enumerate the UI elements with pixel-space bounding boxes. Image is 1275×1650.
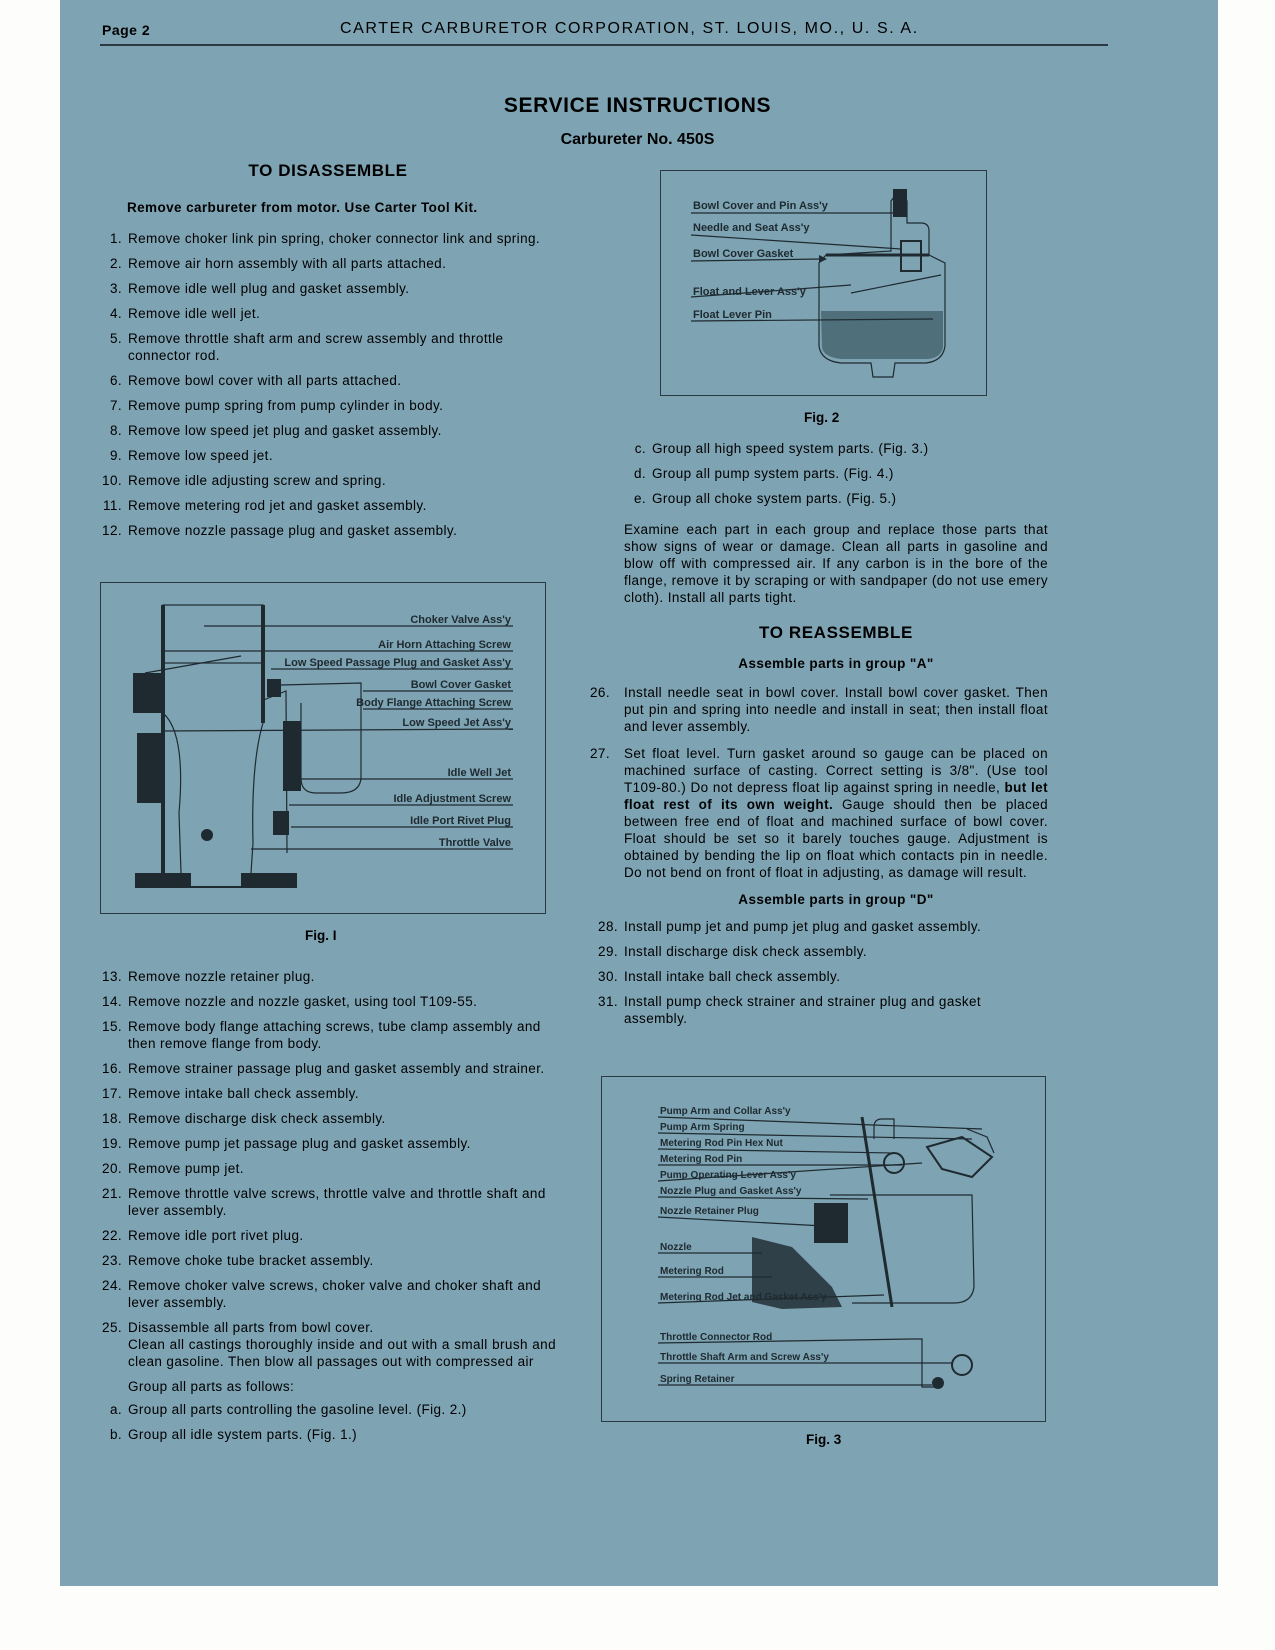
step-text: Remove metering rod jet and gasket assembly. bbox=[128, 498, 427, 513]
fig1-label: Low Speed Passage Plug and Gasket Ass'y bbox=[284, 657, 511, 669]
instruction-step bbox=[100, 1185, 556, 1219]
step-text: Remove nozzle retainer plug. bbox=[128, 969, 315, 984]
fig1-label: Air Horn Attaching Screw bbox=[378, 639, 511, 651]
instruction-step bbox=[100, 422, 556, 439]
fig3-high-speed-diagram bbox=[602, 1077, 1045, 1421]
step-text: Install pump jet and pump jet plug and gasket assembly. bbox=[624, 919, 982, 934]
step-text: Remove pump jet. bbox=[128, 1161, 244, 1176]
header-rule bbox=[100, 44, 1108, 46]
instruction-step bbox=[100, 330, 556, 364]
fig2-label: Float Lever Pin bbox=[693, 309, 772, 321]
step-text: Remove throttle valve screws, throttle valve and throttle shaft and lever assembly. bbox=[128, 1186, 546, 1218]
fig2-caption: Fig. 2 bbox=[804, 410, 840, 425]
instruction-step bbox=[100, 968, 556, 985]
step-number: 22. bbox=[102, 1228, 122, 1243]
step-text: Disassemble all parts from bowl cover. bbox=[128, 1320, 374, 1335]
step-text: Remove discharge disk check assembly. bbox=[128, 1111, 386, 1126]
step-number: 6. bbox=[109, 373, 122, 388]
instruction-step bbox=[596, 993, 1048, 1027]
instruction-step bbox=[100, 1160, 556, 1177]
step-text: Remove choker link pin spring, choker connector link and spring. bbox=[128, 231, 541, 246]
fig1-label: Choker Valve Ass'y bbox=[410, 614, 511, 626]
fig1-label: Body Flange Attaching Screw bbox=[356, 697, 511, 709]
step-text: Group all choke system parts. (Fig. 5.) bbox=[652, 491, 897, 506]
instruction-step bbox=[100, 1227, 556, 1244]
disassemble-heading: TO DISASSEMBLE bbox=[248, 161, 408, 180]
step-text: Remove idle adjusting screw and spring. bbox=[128, 473, 386, 488]
step-number: d. bbox=[633, 466, 646, 481]
step-text: Remove low speed jet plug and gasket assembly. bbox=[128, 423, 442, 438]
step-text: Remove strainer passage plug and gasket assembly and strainer. bbox=[128, 1061, 545, 1076]
instruction-step bbox=[100, 1426, 556, 1443]
step-number: 21. bbox=[102, 1186, 122, 1201]
fig1-caption: Fig. I bbox=[305, 928, 337, 943]
group-a-heading: Assemble parts in group "A" bbox=[738, 656, 934, 671]
step-text: Remove throttle shaft arm and screw assembly and throttle connector rod. bbox=[128, 331, 504, 363]
step-number: c. bbox=[634, 441, 646, 456]
fig3-label: Metering Rod Pin bbox=[660, 1154, 743, 1165]
step-number: 25. bbox=[102, 1320, 122, 1335]
instruction-step bbox=[624, 465, 1048, 482]
instruction-step bbox=[596, 943, 1048, 960]
step-text: Install discharge disk check assembly. bbox=[624, 944, 868, 959]
instruction-step bbox=[100, 397, 556, 414]
step-text: Group all pump system parts. (Fig. 4.) bbox=[652, 466, 894, 481]
disassemble-intro: Remove carbureter from motor. Use Carter Tool Kit. bbox=[127, 200, 478, 215]
fig3-label: Nozzle bbox=[660, 1242, 692, 1253]
step-text: Remove choke tube bracket assembly. bbox=[128, 1253, 374, 1268]
instruction-step bbox=[624, 440, 1048, 457]
step-number: 23. bbox=[102, 1253, 122, 1268]
fig3-label: Pump Arm Spring bbox=[660, 1122, 745, 1133]
instruction-step bbox=[100, 1401, 556, 1418]
fig3-label: Pump Operating Lever Ass'y bbox=[660, 1170, 796, 1181]
step-text: Remove choker valve screws, choker valve and choker shaft and lever assembly. bbox=[128, 1278, 542, 1310]
step-number: 15. bbox=[102, 1019, 122, 1034]
step-text: Remove nozzle and nozzle gasket, using tool T109-55. bbox=[128, 994, 478, 1009]
step-text: Remove idle well jet. bbox=[128, 306, 261, 321]
instruction-step bbox=[624, 490, 1048, 507]
step-number: 18. bbox=[102, 1111, 122, 1126]
instruction-step bbox=[596, 968, 1048, 985]
step-text: Remove pump spring from pump cylinder in body. bbox=[128, 398, 444, 413]
fig3-label: Metering Rod Pin Hex Nut bbox=[660, 1138, 783, 1149]
fig1-label: Idle Adjustment Screw bbox=[393, 793, 511, 805]
instruction-step bbox=[100, 497, 556, 514]
fig3-label: Pump Arm and Collar Ass'y bbox=[660, 1106, 791, 1117]
instruction-step bbox=[100, 1018, 556, 1052]
disassemble-steps-1-12 bbox=[100, 230, 556, 539]
instruction-step bbox=[100, 1085, 556, 1102]
step-text: Install pump check strainer and strainer plug and gasket assembly. bbox=[624, 994, 982, 1026]
instruction-step bbox=[100, 1252, 556, 1269]
step-number: 19. bbox=[102, 1136, 122, 1151]
step-number: 28. bbox=[598, 919, 618, 934]
page-subtitle: Carbureter No. 450S bbox=[560, 131, 715, 148]
step-text: Install intake ball check assembly. bbox=[624, 969, 841, 984]
corporation-header: CARTER CARBURETOR CORPORATION, ST. LOUIS, MO., U. S. A. bbox=[340, 20, 919, 37]
step-number: 10. bbox=[102, 473, 122, 488]
fig3-label: Metering Rod Jet and Gasket Ass'y bbox=[660, 1292, 827, 1303]
reassemble-heading: TO REASSEMBLE bbox=[759, 623, 913, 642]
figure-1 bbox=[100, 582, 546, 914]
step-text: Group all parts controlling the gasoline level. (Fig. 2.) bbox=[128, 1402, 467, 1417]
step-text: Group all high speed system parts. (Fig. 3.) bbox=[652, 441, 929, 456]
step-number: 1. bbox=[109, 231, 122, 246]
step-number: 7. bbox=[109, 398, 122, 413]
step-text: Remove air horn assembly with all parts attached. bbox=[128, 256, 447, 271]
fig3-label: Nozzle Retainer Plug bbox=[660, 1206, 759, 1217]
step-number: 2. bbox=[109, 256, 122, 271]
disassemble-section bbox=[100, 162, 556, 547]
instruction-step bbox=[100, 372, 556, 389]
step-number: 4. bbox=[109, 306, 122, 321]
page-number: Page 2 bbox=[102, 22, 151, 38]
fig3-label: Nozzle Plug and Gasket Ass'y bbox=[660, 1186, 802, 1197]
fig3-label: Throttle Connector Rod bbox=[660, 1332, 773, 1343]
instruction-step bbox=[100, 305, 556, 322]
group-intro: Group all parts as follows: bbox=[128, 1379, 295, 1394]
instruction-step bbox=[100, 230, 556, 247]
fig2-float-bowl-diagram bbox=[661, 171, 986, 395]
step-number: b. bbox=[109, 1427, 122, 1442]
step-number: 3. bbox=[109, 281, 122, 296]
instruction-step bbox=[100, 993, 556, 1010]
step-number: 17. bbox=[102, 1086, 122, 1101]
fig1-label: Throttle Valve bbox=[438, 837, 511, 849]
step-text: Remove pump jet passage plug and gasket assembly. bbox=[128, 1136, 471, 1151]
instruction-step bbox=[596, 918, 1048, 935]
fig2-label: Float and Lever Ass'y bbox=[693, 286, 806, 298]
instruction-step bbox=[100, 1135, 556, 1152]
fig1-label: Low Speed Jet Ass'y bbox=[402, 717, 511, 729]
fig1-label: Idle Well Jet bbox=[447, 767, 511, 779]
step-26: 26. Install needle seat in bowl cover. Install bowl cover gasket. Then put pin and spring into needle and install in seat; then install float and lever assembly. bbox=[590, 685, 1048, 734]
step-text: Remove body flange attaching screws, tube clamp assembly and then remove flange from body. bbox=[128, 1019, 541, 1051]
fig3-label: Spring Retainer bbox=[660, 1374, 735, 1385]
step-number: 12. bbox=[102, 523, 122, 538]
fig1-carburetor-diagram bbox=[101, 583, 545, 913]
step-number: e. bbox=[633, 491, 646, 506]
step-text: Remove nozzle passage plug and gasket assembly. bbox=[128, 523, 458, 538]
instruction-step bbox=[100, 1277, 556, 1311]
step-number: a. bbox=[109, 1402, 122, 1417]
step-number: 13. bbox=[102, 969, 122, 984]
step-number: 30. bbox=[598, 969, 618, 984]
instruction-step bbox=[100, 255, 556, 272]
step-text: Remove idle well plug and gasket assembly. bbox=[128, 281, 410, 296]
instruction-step bbox=[100, 522, 556, 539]
fig2-label: Bowl Cover and Pin Ass'y bbox=[693, 200, 828, 212]
figure-3 bbox=[601, 1076, 1046, 1422]
fig1-label: Bowl Cover Gasket bbox=[410, 679, 511, 691]
step-text: Remove idle port rivet plug. bbox=[128, 1228, 304, 1243]
step-number: 16. bbox=[102, 1061, 122, 1076]
step-number: 24. bbox=[102, 1278, 122, 1293]
examine-paragraph: Examine each part in each group and replace those parts that show signs of wear or damage. Clean all parts in gasoline and blow off with compressed air. If any carbon is in the bore of the flange, remove it by scraping or with sandpaper (do not use emery cloth). Install all parts tight. bbox=[624, 522, 1048, 605]
step-text: Remove intake ball check assembly. bbox=[128, 1086, 359, 1101]
step-27: 27. Set float level. Turn gasket around so gauge can be placed on machined surface of casting. Correct setting is 3/8". (Use tool T109-80.) Do not depress float lip against spring in needle, but let float rest of its own weight. Gauge should then be placed between free end of float and machined surface of bowl cover. Float should be set so it barely touches gauge. Adjustment is obtained by bending the lip on float which contacts pin in needle. Do not bend on front of float in adjusting, as damage will result. bbox=[590, 746, 1049, 880]
instruction-step bbox=[100, 447, 556, 464]
disassemble-steps-13-25 bbox=[100, 968, 556, 1451]
fig3-label: Throttle Shaft Arm and Screw Ass'y bbox=[660, 1352, 829, 1363]
step-number: 31. bbox=[598, 994, 618, 1009]
fig1-label: Idle Port Rivet Plug bbox=[410, 815, 511, 827]
fig3-caption: Fig. 3 bbox=[806, 1432, 842, 1447]
step-number: 11. bbox=[103, 498, 122, 513]
instruction-step bbox=[100, 280, 556, 297]
fig2-label: Needle and Seat Ass'y bbox=[693, 222, 810, 234]
instruction-step bbox=[100, 1319, 556, 1336]
step-number: 5. bbox=[109, 331, 122, 346]
step-number: 8. bbox=[109, 423, 122, 438]
instruction-step bbox=[100, 1110, 556, 1127]
page-title: SERVICE INSTRUCTIONS bbox=[503, 94, 772, 117]
step-number: 29. bbox=[598, 944, 618, 959]
fig3-label: Metering Rod bbox=[660, 1266, 724, 1277]
instruction-step bbox=[100, 1060, 556, 1077]
step-text: Remove bowl cover with all parts attached. bbox=[128, 373, 402, 388]
step-text: Group all idle system parts. (Fig. 1.) bbox=[128, 1427, 358, 1442]
step-number: 20. bbox=[102, 1161, 122, 1176]
step-25-continued: Clean all castings thoroughly inside and out with a small brush and clean gasoline. Then blow all passages out with compressed air bbox=[128, 1337, 556, 1369]
instruction-step bbox=[100, 472, 556, 489]
right-column-text bbox=[590, 440, 1049, 1035]
step-text: Remove low speed jet. bbox=[128, 448, 273, 463]
fig2-label: Bowl Cover Gasket bbox=[693, 248, 794, 260]
step-number: 9. bbox=[109, 448, 122, 463]
step-number: 14. bbox=[102, 994, 122, 1009]
figure-2 bbox=[660, 170, 987, 396]
group-d-heading: Assemble parts in group "D" bbox=[738, 892, 934, 907]
